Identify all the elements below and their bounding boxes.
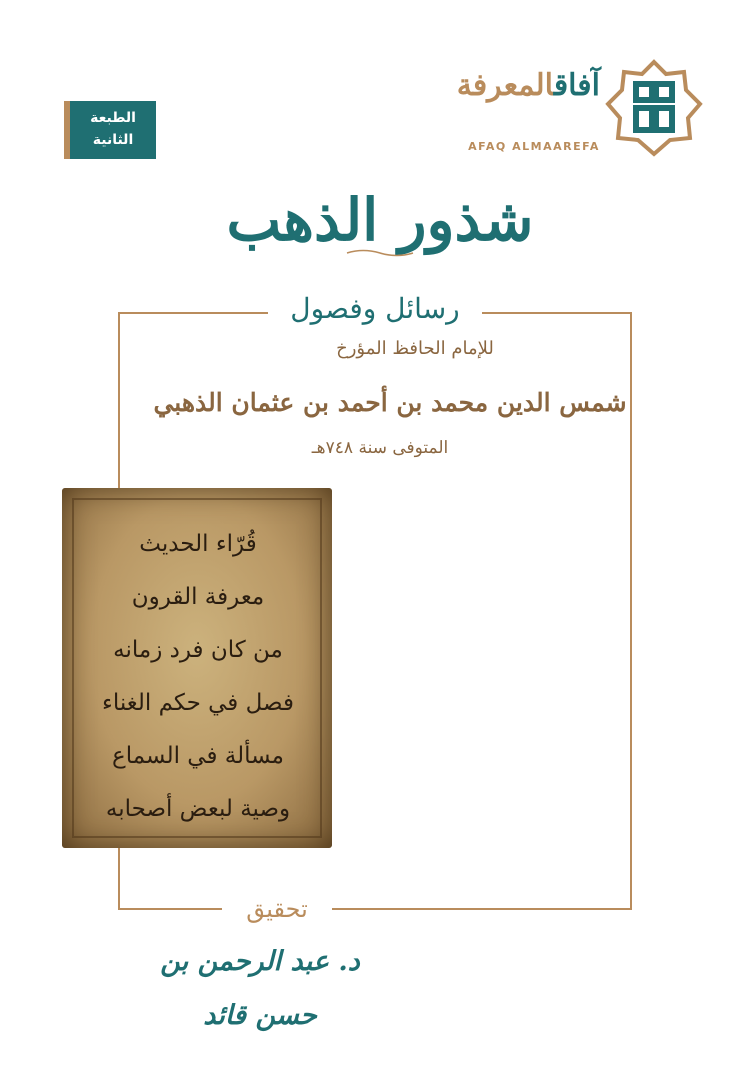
contents-item: من كان فرد زمانه (113, 637, 283, 663)
contents-list (80, 518, 316, 836)
contents-item: مسألة في السماع (112, 743, 284, 769)
publisher-name-english: AFAQ ALMAAREFA (468, 140, 600, 153)
publisher-name-arabic (456, 62, 600, 110)
editor-name: د. عبد الرحمن بن حسن قائد (160, 946, 360, 1031)
publisher-name-part2: المعرفة (456, 68, 554, 103)
publisher-name-part1: آفاق (553, 68, 600, 103)
author-name: شمس الدين محمد بن أحمد بن عثمان الذهبي (153, 388, 627, 417)
author-prefix: للإمام الحافظ المؤرخ (336, 338, 494, 359)
publisher-logo-icon (604, 58, 704, 158)
contents-item: وصية لبعض أصحابه (105, 796, 291, 822)
contents-item: قُرّاء الحديث (139, 531, 257, 557)
edition-badge-line1: الطبعة (90, 110, 136, 126)
edition-badge (64, 101, 156, 159)
book-subtitle: رسائل وفصول (268, 287, 482, 331)
contents-item: فصل في حكم الغناء (102, 690, 294, 716)
edition-badge-line2: الثانية (92, 132, 134, 148)
book-title: شذور الذهب (226, 186, 534, 254)
death-date: المتوفى سنة ٧٤٨هـ (311, 438, 449, 458)
editor-label: تحقيق (222, 888, 332, 930)
contents-item: معرفة القرون (131, 584, 265, 610)
title-ornament-icon (345, 248, 415, 258)
